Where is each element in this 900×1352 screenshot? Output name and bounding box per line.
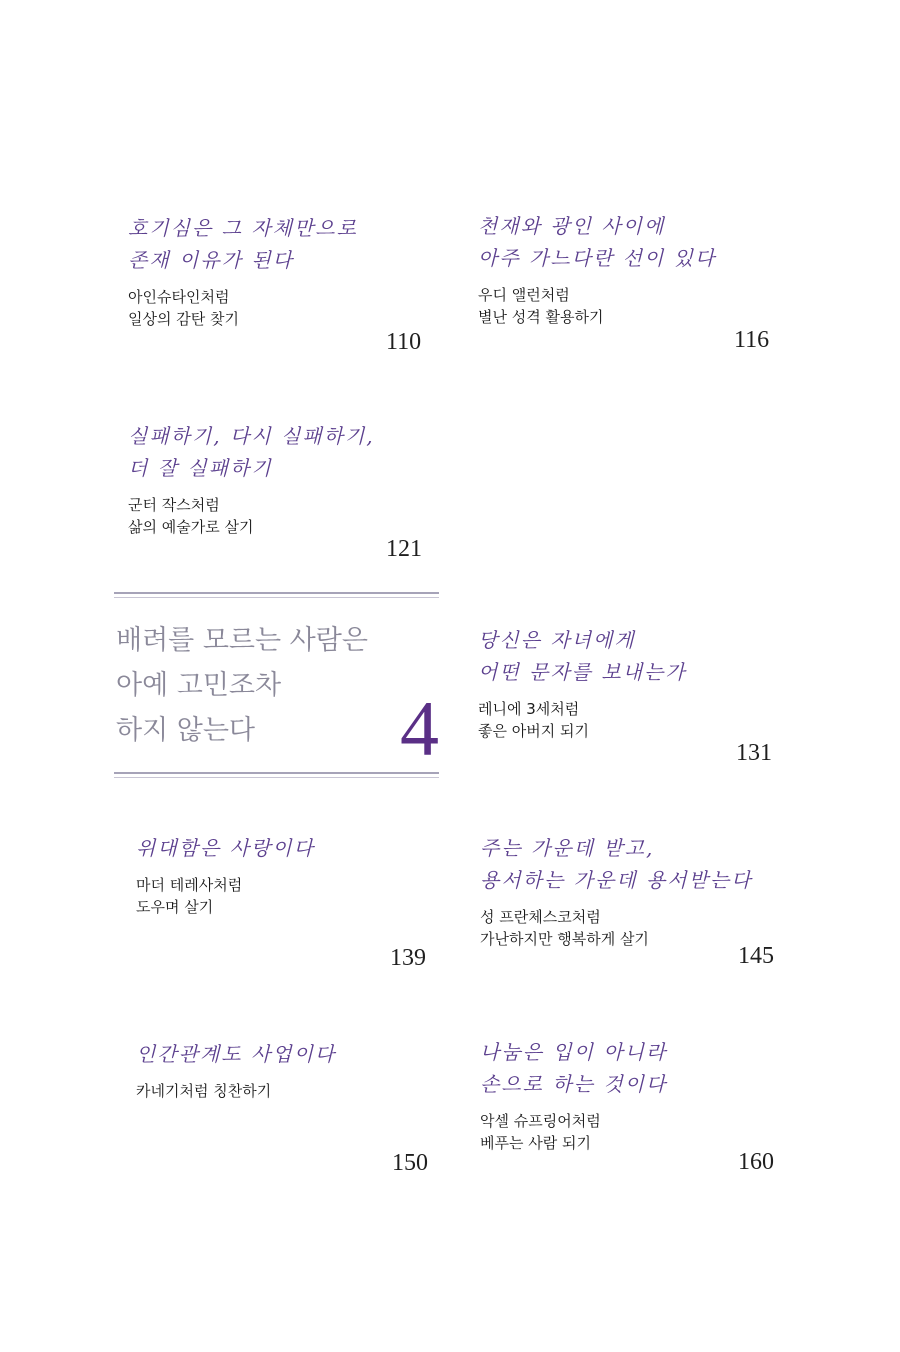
entry-title: 호기심은 그 자체만으로 존재 이유가 된다 — [128, 216, 358, 272]
entry-title: 천재와 광인 사이에 아주 가느다란 선이 있다 — [478, 214, 717, 270]
page-number: 145 — [738, 943, 774, 969]
page-number: 139 — [390, 945, 426, 971]
entry-title: 인간관계도 사업이다 — [136, 1042, 337, 1066]
entry-title: 실패하기, 다시 실패하기, 더 잘 실패하기 — [128, 424, 375, 480]
toc-entry — [480, 1036, 667, 1154]
page-number: 160 — [738, 1149, 774, 1175]
entry-subtitle: 악셀 슈프링어처럼 베푸는 사람 되기 — [480, 1112, 601, 1152]
toc-entry — [478, 624, 687, 742]
page-number: 131 — [736, 740, 772, 766]
page-number: 121 — [386, 536, 422, 562]
chapter-number: 4 — [400, 685, 439, 772]
entry-subtitle: 레니에 3세처럼 좋은 아버지 되기 — [478, 700, 589, 740]
entry-title: 당신은 자녀에게 어떤 문자를 보내는가 — [478, 628, 687, 684]
toc-entry — [478, 210, 716, 328]
page-number: 150 — [392, 1150, 428, 1176]
entry-subtitle: 군터 작스처럼 삶의 예술가로 살기 — [128, 496, 254, 536]
entry-subtitle: 아인슈타인처럼 일상의 감탄 찾기 — [128, 288, 239, 328]
toc-entry — [128, 420, 375, 538]
toc-entry — [136, 1038, 336, 1102]
chapter-top-rule — [114, 592, 439, 598]
chapter-bottom-rule — [114, 772, 439, 778]
entry-subtitle: 우디 앨런처럼 별난 성격 활용하기 — [478, 286, 604, 326]
page-number: 116 — [734, 327, 770, 353]
chapter-title: 배려를 모르는 사람은 아예 고민조차 하지 않는다 — [116, 625, 368, 746]
entry-title: 나눔은 입이 아니라 손으로 하는 것이다 — [480, 1040, 668, 1096]
page-number: 110 — [386, 329, 422, 355]
toc-entry — [128, 212, 358, 330]
entry-subtitle: 마더 테레사처럼 도우며 살기 — [136, 876, 243, 916]
toc-entry — [480, 832, 753, 950]
toc-entry — [136, 832, 315, 918]
entry-subtitle: 성 프란체스코처럼 가난하지만 행복하게 살기 — [480, 908, 649, 948]
entry-subtitle: 카네기처럼 칭찬하기 — [136, 1082, 272, 1100]
entry-title: 위대함은 사랑이다 — [136, 836, 315, 860]
entry-title: 주는 가운데 받고, 용서하는 가운데 용서받는다 — [480, 836, 753, 892]
